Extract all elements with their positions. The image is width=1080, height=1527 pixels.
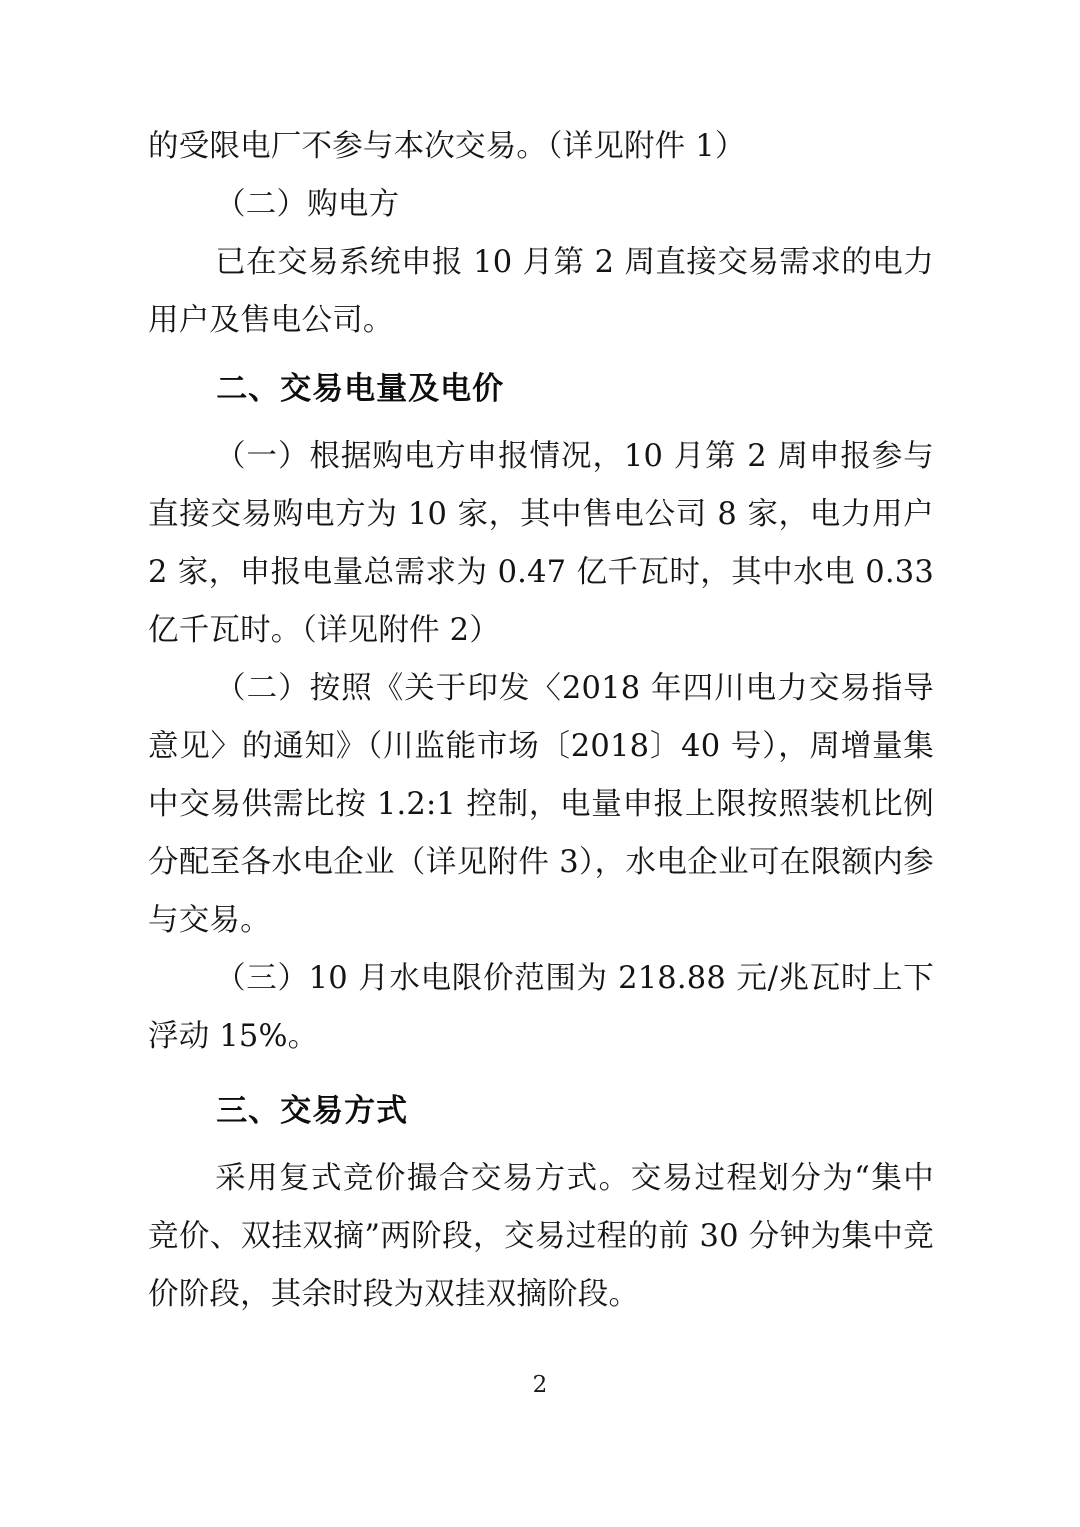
heading-section-3: 三、交易方式 (216, 1093, 409, 1129)
paragraph-item-3: （三）10 月水电限价范围为 218.88 元/兆瓦时上下浮动 15%。 (148, 961, 934, 1054)
paragraph-item-1: （一）根据购电方申报情况，10 月第 2 周申报参与直接交易购电方为 10 家，其中售电公司 8 家，电力用户 2 家，申报电量总需求为 0.47 亿千瓦时，其中水电 0.33 亿千瓦时。（详见附件 2） (148, 439, 934, 648)
spacer (148, 418, 934, 428)
paragraph-item-2: （二）按照《关于印发〈2018 年四川电力交易指导意见〉的通知》（川监能市场〔2018〕40 号），周增量集中交易供需比按 1.2:1 控制，电量申报上限按照装机比例分配至各水电企业（详见附件 3），水电企业可在限额内参与交易。 (148, 671, 934, 938)
paragraph-trading-method: 采用复式竞价撮合交易方式。交易过程划分为“集中竞价、双挂双摘”两阶段，交易过程的前 30 分钟为集中竞价阶段，其余时段为双挂双摘阶段。 (148, 1161, 934, 1312)
page-number: 2 (532, 1372, 548, 1398)
spacer (148, 350, 934, 360)
spacer (148, 1140, 934, 1150)
heading-section-2: 二、交易电量及电价 (216, 371, 505, 407)
spacer (148, 1066, 934, 1082)
paragraph-continuation: 的受限电厂不参与本次交易。（详见附件 1） (148, 129, 746, 164)
paragraph-section-1-2-title: （二）购电方 (215, 187, 400, 222)
paragraph-buyer-description: 已在交易系统申报 10 月第 2 周直接交易需求的电力用户及售电公司。 (148, 245, 934, 338)
document-body (148, 118, 934, 1324)
